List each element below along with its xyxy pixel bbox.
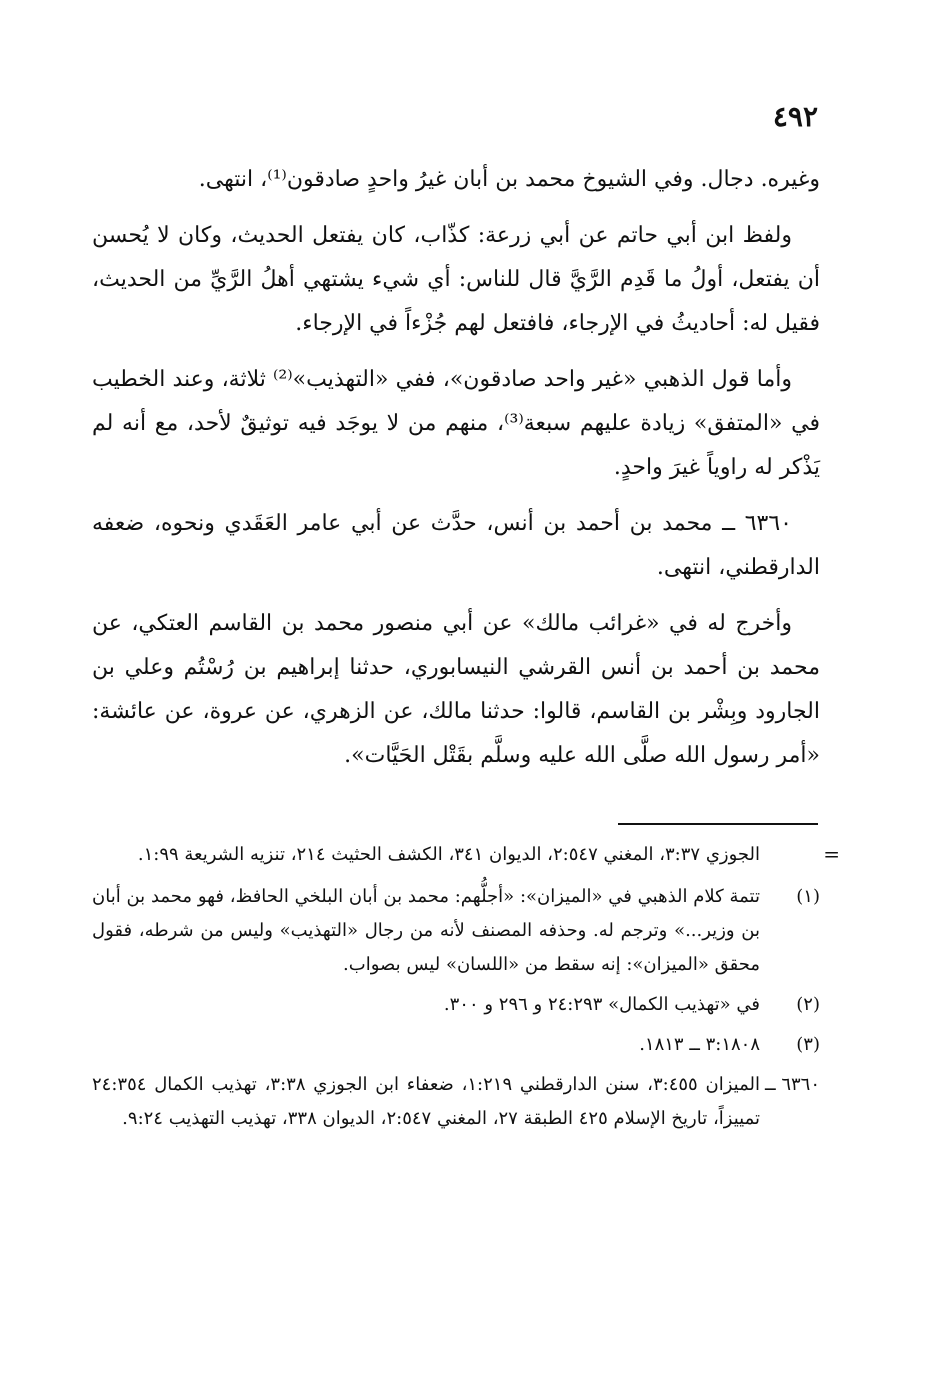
- page-number: ٤٩٢: [772, 100, 818, 133]
- footnote-3: [92, 1028, 820, 1062]
- footnotes: [92, 838, 820, 1142]
- footnote-number: (٣): [796, 1034, 820, 1055]
- footnote-number: (١): [796, 886, 820, 907]
- main-text: [92, 158, 820, 790]
- footnote-divider: [618, 823, 818, 825]
- footnote-1: [92, 880, 820, 982]
- footnote-number: (٢): [796, 994, 820, 1015]
- footnote-entry-6360: [92, 1068, 820, 1136]
- footnote-text: تتمة كلام الذهبي في «الميزان»: «أجلُّهم: محمد بن أبان البلخي الحافظ، فهو محمد بن أبان بن وزير...» وترجم له. وحذفه المصنف لأنه من رجال «التهذيب» وليس من شرطه، فقول محقق «الميزان»: إنه سقط من «اللسان» ليس بصواب.: [92, 886, 760, 975]
- paragraph-2: ولفظ ابن أبي حاتم عن أبي زرعة: كذّاب، كان يفتعل الحديث، وكان لا يُحسن أن يفتعل، أولُ ما قَدِم الرَّيَّ قال للناس: أي شيء يشتهي أهلُ الرَّيِّ من الحديث، فقيل له: أحاديثُ في الإرجاء، فافتعل لهم جُزْءاً في الإرجاء.: [92, 223, 820, 336]
- paragraph-1: وغيره. دجال. وفي الشيوخ محمد بن أبان غيرُ واحدٍ صادقون⁽¹⁾، انتهى.: [198, 167, 820, 192]
- footnote-text: الميزان ٣:٤٥٥، سنن الدارقطني ١:٢١٩، ضعفاء ابن الجوزي ٣:٣٨، تهذيب الكمال ٢٤:٣٥٤ تمييزاً، تاريخ الإسلام ٤٢٥ الطبقة ٢٧، المغني ٢:٥٤٧، الديوان ٣٣٨، تهذيب التهذيب ٩:٢٤.: [92, 1074, 760, 1129]
- footnote-text: ٣:١٨٠٨ ــ ١٨١٣.: [639, 1034, 760, 1055]
- paragraph-3: وأما قول الذهبي «غير واحد صادقون»، ففي «التهذيب»⁽²⁾ ثلاثة، وعند الخطيب في «المتفق» زيادة عليهم سبعة⁽³⁾، منهم من لا يوجَد فيه توثيقٌ لأحد، مع أنه لم يَذْكر له راوياً غيرَ واحدٍ.: [92, 367, 820, 480]
- footnote-text: في «تهذيب الكمال» ٢٤:٢٩٣ و ٢٩٦ و ٣٠٠.: [443, 994, 760, 1015]
- footnote-number: ٦٣٦٠ ــ: [765, 1074, 820, 1095]
- footnote-continuation: الجوزي ٣:٣٧، المغني ٢:٥٤٧، الديوان ٣٤١، الكشف الحثيث ٢١٤، تنزيه الشريعة ١:٩٩.: [137, 844, 760, 865]
- paragraph-5: وأخرج له في «غرائب مالك» عن أبي منصور محمد بن القاسم العتكي، عن محمد بن أحمد بن أنس القرشي النيسابوري، حدثنا إبراهيم بن رُسْتُم وعلي بن الجارود وبِشْر بن القاسم، قالوا: حدثنا مالك، عن الزهري، عن عروة، عن عائشة: «أمر رسول الله صلَّى الله عليه وسلَّم بقَتْل الحَيَّات».: [92, 611, 820, 768]
- footnote-2: [92, 988, 820, 1022]
- continuation-mark: =: [823, 842, 840, 866]
- entry-6360: ٦٣٦٠ ــ محمد بن أحمد بن أنس، حدَّث عن أبي عامر العَقَدي ونحوه، ضعفه الدارقطني، انتهى.: [92, 511, 820, 580]
